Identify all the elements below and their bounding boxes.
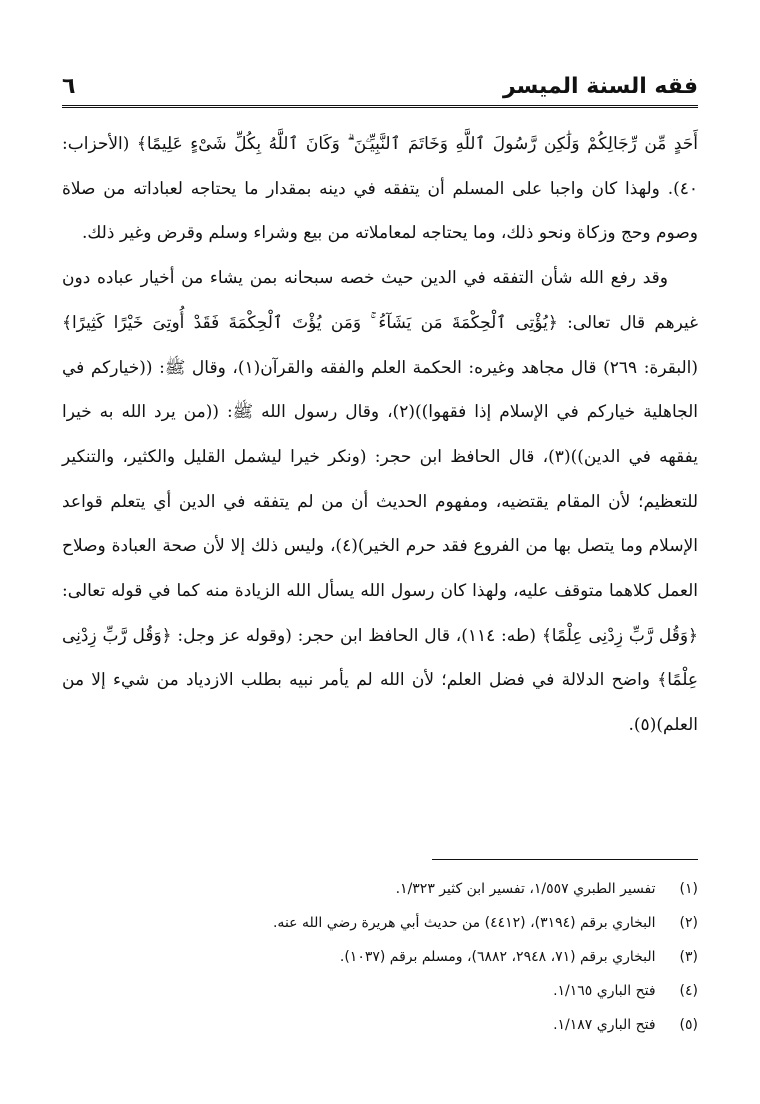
footnote-1 xyxy=(62,872,698,906)
footnote-separator xyxy=(432,859,698,860)
book-title: فقه السنة الميسر xyxy=(502,74,698,99)
paragraph-1: أَحَدٍ مِّن رِّجَالِكُمْ وَلَٰكِن رَّسُولَ ٱللَّهِ وَخَاتَمَ ٱلنَّبِيِّـۧنَ ۗ وَكَانَ ٱللَّهُ بِكُلِّ شَىْءٍ عَلِيمًا﴾ (الأحزاب: ٤٠). ولهذا كان واجبا على المسلم أن يتفقه في دينه بمقدار ما يحتاجه لعباداته من صلاة وصوم وحج وزكاة ونحو ذلك، وما يحتاجه لمعاملاته من بيع وشراء وسلم وقرض وغير ذلك. xyxy=(62,134,698,244)
footnote-text: تفسير الطبري ١/٥٥٧، تفسير ابن كثير ١/٣٢٣. xyxy=(395,881,656,897)
footnote-number: (٤) xyxy=(679,983,698,999)
main-text xyxy=(62,122,698,748)
footnote-number: (٢) xyxy=(679,915,698,931)
footnote-text: البخاري برقم (٣١٩٤)، (٤٤١٢) من حديث أبي هريرة رضي الله عنه. xyxy=(272,915,656,931)
footnote-number: (٥) xyxy=(679,1017,698,1033)
page-number: ٦ xyxy=(62,74,76,99)
footnote-text: فتح الباري ١/١٨٧. xyxy=(553,1017,656,1033)
footnotes xyxy=(62,872,698,1042)
footnote-5 xyxy=(62,1008,698,1042)
footnote-text: البخاري برقم (٧١، ٢٩٤٨، ٦٨٨٢)، ومسلم برقم (١٠٣٧). xyxy=(339,949,656,965)
footnote-2 xyxy=(62,906,698,940)
footnote-text: فتح الباري ١/١٦٥. xyxy=(553,983,656,999)
footnote-number: (٣) xyxy=(679,949,698,965)
paragraph-2: وقد رفع الله شأن التفقه في الدين حيث خصه سبحانه بمن يشاء من أخيار عباده دون غيرهم قال تعالى: ﴿يُؤْتِى ٱلْحِكْمَةَ مَن يَشَآءُ ۚ وَمَن يُؤْتَ ٱلْحِكْمَةَ فَقَدْ أُوتِىَ خَيْرًا كَثِيرًا﴾ (البقرة: ٢٦٩) قال مجاهد وغيره: الحكمة العلم والفقه والقرآن(١)، وقال ﷺ: ((خياركم في الجاهلية خياركم في الإسلام إذا فقهوا))(٢)، وقال رسول الله ﷺ: ((من يرد الله به خيرا يفقهه في الدين))(٣)، قال الحافظ ابن حجر: (ونكر خيرا ليشمل القليل والكثير، والتنكير للتعظيم؛ لأن المقام يقتضيه، ومفهوم الحديث أن من لم يتفقه في الدين أي يتعلم قواعد الإسلام وما يتصل بها من الفروع فقد حرم الخير)(٤)، وليس ذلك إلا لأن صحة العبادة وصلاح العمل كلاهما متوقف عليه، ولهذا كان رسول الله يسأل الله الزيادة منه كما في قوله تعالى: ﴿وَقُل رَّبِّ زِدْنِى عِلْمًا﴾ (طه: ١١٤)، قال الحافظ ابن حجر: (وقوله عز وجل: ﴿وَقُل رَّبِّ زِدْنِى عِلْمًا﴾ واضح الدلالة في فضل العلم؛ لأن الله لم يأمر نبيه بطلب الازدياد من شيء إلا من العلم)(٥). xyxy=(62,268,698,736)
running-header xyxy=(62,72,698,108)
footnote-3 xyxy=(62,940,698,974)
footnote-number: (١) xyxy=(679,881,698,897)
footnote-4 xyxy=(62,974,698,1008)
header-rule xyxy=(62,105,698,108)
